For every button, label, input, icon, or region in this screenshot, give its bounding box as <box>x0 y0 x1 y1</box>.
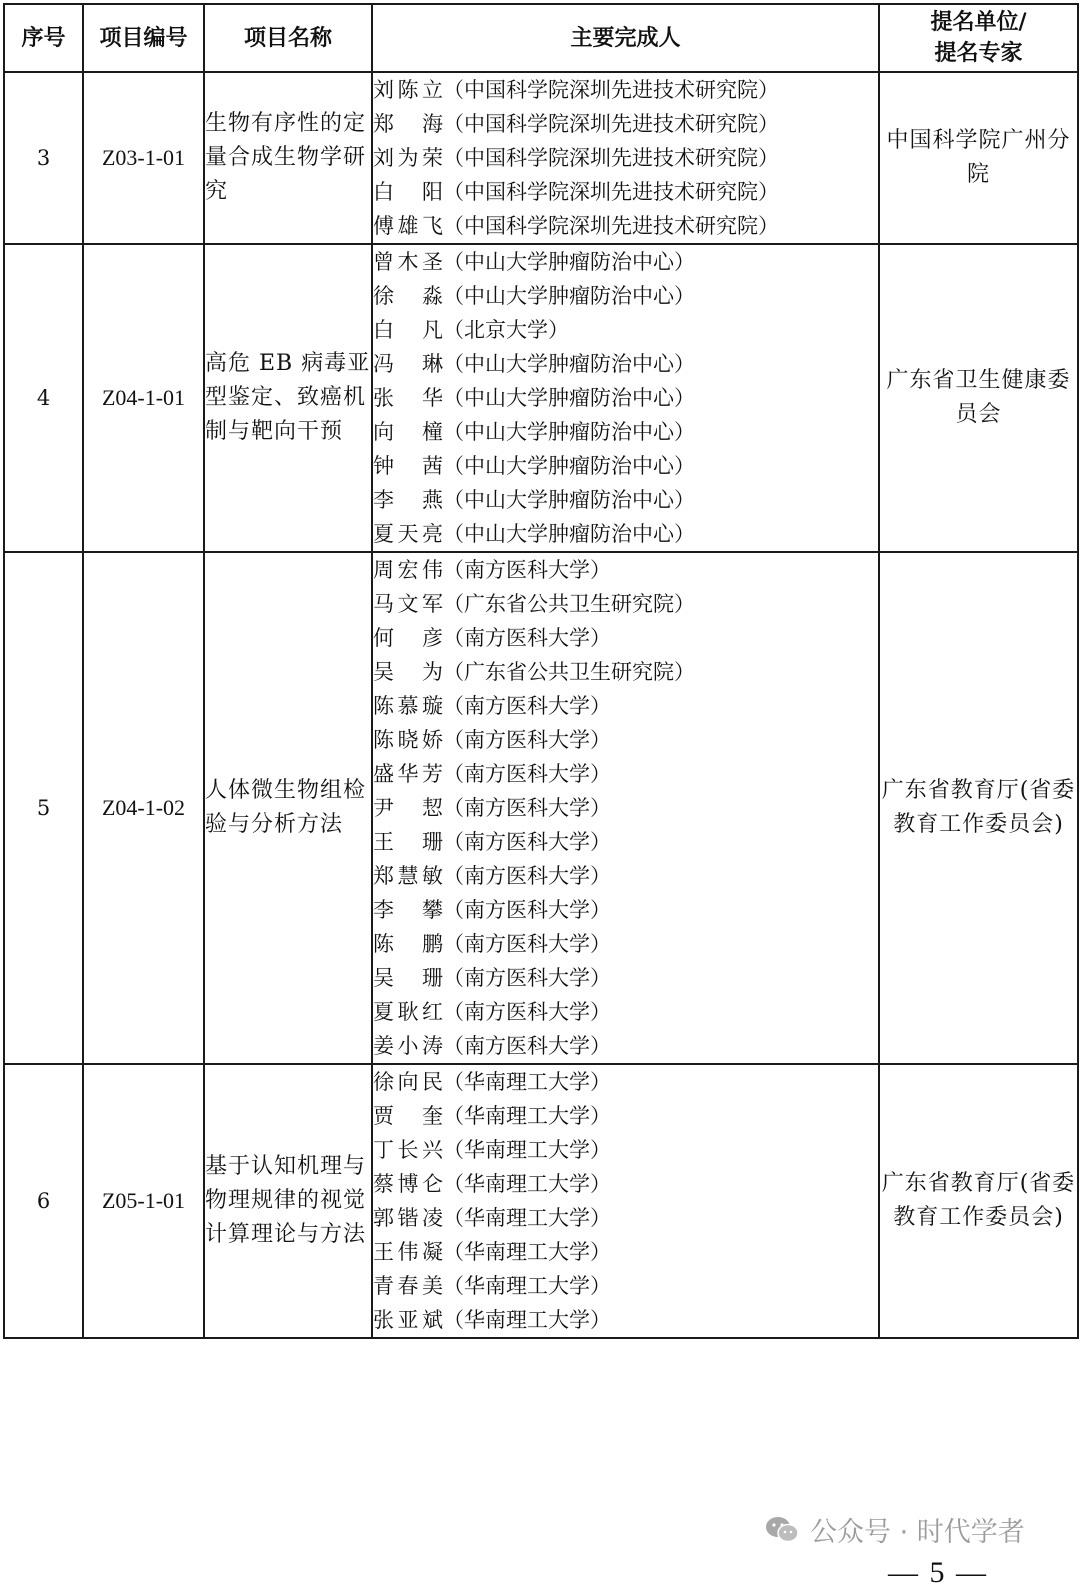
person-org: （华南理工大学） <box>443 1070 611 1094</box>
row-index: 3 <box>4 72 83 244</box>
header-code: 项目编号 <box>83 4 204 72</box>
nominating-unit: 中国科学院广州分院 <box>879 72 1078 244</box>
person-name: 夏天亮 <box>373 522 443 546</box>
person-name: 夏耿红 <box>373 1000 443 1024</box>
person-entry <box>373 415 878 449</box>
person-entry <box>373 141 878 175</box>
person-name: 冯琳 <box>373 352 443 376</box>
header-unit <box>879 4 1078 72</box>
person-name: 王伟凝 <box>373 1240 443 1264</box>
person-name: 盛华芳 <box>373 762 443 786</box>
person-entry <box>373 1201 878 1235</box>
person-entry <box>373 757 878 791</box>
watermark-text: 公众号 · 时代学者 <box>810 1517 1025 1548</box>
person-entry <box>373 1133 878 1167</box>
person-org: （南方医科大学） <box>443 966 611 990</box>
person-name: 郭锴凌 <box>373 1206 443 1230</box>
person-entry <box>373 587 878 621</box>
person-org: （中山大学肿瘤防治中心） <box>443 488 695 512</box>
person-org: （南方医科大学） <box>443 830 611 854</box>
header-people: 主要完成人 <box>372 4 879 72</box>
person-org: （南方医科大学） <box>443 864 611 888</box>
person-entry <box>373 723 878 757</box>
person-org: （中山大学肿瘤防治中心） <box>443 386 695 410</box>
person-name: 何彦 <box>373 626 443 650</box>
person-org: （南方医科大学） <box>443 762 611 786</box>
person-entry <box>373 1029 878 1063</box>
people-list <box>372 244 879 552</box>
person-org: （华南理工大学） <box>443 1308 611 1332</box>
nominating-unit: 广东省卫生健康委员会 <box>879 244 1078 552</box>
table-body <box>4 72 1078 1338</box>
person-name: 郑慧敏 <box>373 864 443 888</box>
awards-table <box>3 3 1079 1339</box>
person-entry <box>373 73 878 107</box>
person-org: （华南理工大学） <box>443 1240 611 1264</box>
person-name: 徐淼 <box>373 284 443 308</box>
person-org: （中山大学肿瘤防治中心） <box>443 250 695 274</box>
wechat-icon <box>764 1515 800 1545</box>
person-org: （华南理工大学） <box>443 1172 611 1196</box>
person-entry <box>373 175 878 209</box>
person-name: 白凡 <box>373 318 443 342</box>
project-code: Z04-1-01 <box>83 244 204 552</box>
person-entry <box>373 209 878 243</box>
person-name: 马文军 <box>373 592 443 616</box>
project-code: Z03-1-01 <box>83 72 204 244</box>
person-org: （中国科学院深圳先进技术研究院） <box>443 78 779 102</box>
project-name: 基于认知机理与物理规律的视觉计算理论与方法 <box>204 1064 372 1338</box>
people-list <box>372 1064 879 1338</box>
person-org: （华南理工大学） <box>443 1206 611 1230</box>
person-name: 蔡博仑 <box>373 1172 443 1196</box>
person-name: 傅雄飞 <box>373 214 443 238</box>
person-entry <box>373 791 878 825</box>
person-name: 张亚斌 <box>373 1308 443 1332</box>
project-code: Z05-1-01 <box>83 1064 204 1338</box>
person-entry <box>373 449 878 483</box>
person-name: 丁长兴 <box>373 1138 443 1162</box>
person-org: （中山大学肿瘤防治中心） <box>443 522 695 546</box>
person-entry <box>373 279 878 313</box>
person-org: （北京大学） <box>443 318 569 342</box>
person-org: （南方医科大学） <box>443 898 611 922</box>
person-name: 张华 <box>373 386 443 410</box>
person-name: 郑海 <box>373 112 443 136</box>
person-org: （南方医科大学） <box>443 694 611 718</box>
person-org: （中国科学院深圳先进技术研究院） <box>443 146 779 170</box>
person-org: （中山大学肿瘤防治中心） <box>443 454 695 478</box>
person-entry <box>373 1099 878 1133</box>
person-name: 吴珊 <box>373 966 443 990</box>
person-entry <box>373 1303 878 1337</box>
person-entry <box>373 1065 878 1099</box>
person-entry <box>373 621 878 655</box>
person-name: 刘陈立 <box>373 78 443 102</box>
table-row <box>4 1064 1078 1338</box>
person-org: （华南理工大学） <box>443 1138 611 1162</box>
table-row <box>4 72 1078 244</box>
person-name: 陈鹏 <box>373 932 443 956</box>
person-name: 白阳 <box>373 180 443 204</box>
person-name: 曾木圣 <box>373 250 443 274</box>
person-name: 尹恝 <box>373 796 443 820</box>
person-org: （南方医科大学） <box>443 1000 611 1024</box>
person-name: 周宏伟 <box>373 558 443 582</box>
person-org: （广东省公共卫生研究院） <box>443 592 695 616</box>
person-entry <box>373 825 878 859</box>
person-name: 王珊 <box>373 830 443 854</box>
person-entry <box>373 859 878 893</box>
row-index: 5 <box>4 552 83 1064</box>
table-row <box>4 244 1078 552</box>
person-name: 刘为荣 <box>373 146 443 170</box>
person-entry <box>373 347 878 381</box>
person-entry <box>373 1167 878 1201</box>
person-org: （中国科学院深圳先进技术研究院） <box>443 214 779 238</box>
person-org: （中山大学肿瘤防治中心） <box>443 420 695 444</box>
nominating-unit: 广东省教育厅(省委教育工作委员会) <box>879 552 1078 1064</box>
person-entry <box>373 313 878 347</box>
person-org: （南方医科大学） <box>443 796 611 820</box>
header-unit-line2: 提名专家 <box>934 41 1023 66</box>
person-org: （中国科学院深圳先进技术研究院） <box>443 180 779 204</box>
person-org: （南方医科大学） <box>443 932 611 956</box>
person-name: 李攀 <box>373 898 443 922</box>
table-row <box>4 552 1078 1064</box>
person-org: （华南理工大学） <box>443 1274 611 1298</box>
person-entry <box>373 107 878 141</box>
person-name: 钟茜 <box>373 454 443 478</box>
person-entry <box>373 995 878 1029</box>
header-idx: 序号 <box>4 4 83 72</box>
page-number: — 5 — <box>888 1556 988 1589</box>
person-name: 陈慕璇 <box>373 694 443 718</box>
person-name: 吴为 <box>373 660 443 684</box>
person-name: 徐向民 <box>373 1070 443 1094</box>
header-unit-line1: 提名单位/ <box>930 10 1027 35</box>
person-name: 姜小涛 <box>373 1034 443 1058</box>
person-org: （中国科学院深圳先进技术研究院） <box>443 112 779 136</box>
people-list <box>372 552 879 1064</box>
person-org: （南方医科大学） <box>443 1034 611 1058</box>
person-entry <box>373 689 878 723</box>
person-entry <box>373 483 878 517</box>
person-entry <box>373 1269 878 1303</box>
person-entry <box>373 1235 878 1269</box>
person-org: （南方医科大学） <box>443 558 611 582</box>
nominating-unit: 广东省教育厅(省委教育工作委员会) <box>879 1064 1078 1338</box>
person-entry <box>373 381 878 415</box>
person-org: （南方医科大学） <box>443 728 611 752</box>
person-entry <box>373 927 878 961</box>
person-name: 青春美 <box>373 1274 443 1298</box>
watermark <box>764 1510 1025 1549</box>
project-name: 生物有序性的定量合成生物学研究 <box>204 72 372 244</box>
row-index: 4 <box>4 244 83 552</box>
person-entry <box>373 517 878 551</box>
person-name: 李燕 <box>373 488 443 512</box>
person-entry <box>373 655 878 689</box>
project-name: 人体微生物组检验与分析方法 <box>204 552 372 1064</box>
project-name: 高危 EB 病毒亚型鉴定、致癌机制与靶向干预 <box>204 244 372 552</box>
header-row <box>4 4 1078 72</box>
people-list <box>372 72 879 244</box>
person-org: （广东省公共卫生研究院） <box>443 660 695 684</box>
person-org: （中山大学肿瘤防治中心） <box>443 284 695 308</box>
person-entry <box>373 553 878 587</box>
row-index: 6 <box>4 1064 83 1338</box>
person-entry <box>373 961 878 995</box>
person-org: （南方医科大学） <box>443 626 611 650</box>
person-org: （中山大学肿瘤防治中心） <box>443 352 695 376</box>
person-org: （华南理工大学） <box>443 1104 611 1128</box>
project-code: Z04-1-02 <box>83 552 204 1064</box>
person-name: 陈晓娇 <box>373 728 443 752</box>
person-entry <box>373 245 878 279</box>
person-name: 贾奎 <box>373 1104 443 1128</box>
header-name: 项目名称 <box>204 4 372 72</box>
person-entry <box>373 893 878 927</box>
person-name: 向橦 <box>373 420 443 444</box>
